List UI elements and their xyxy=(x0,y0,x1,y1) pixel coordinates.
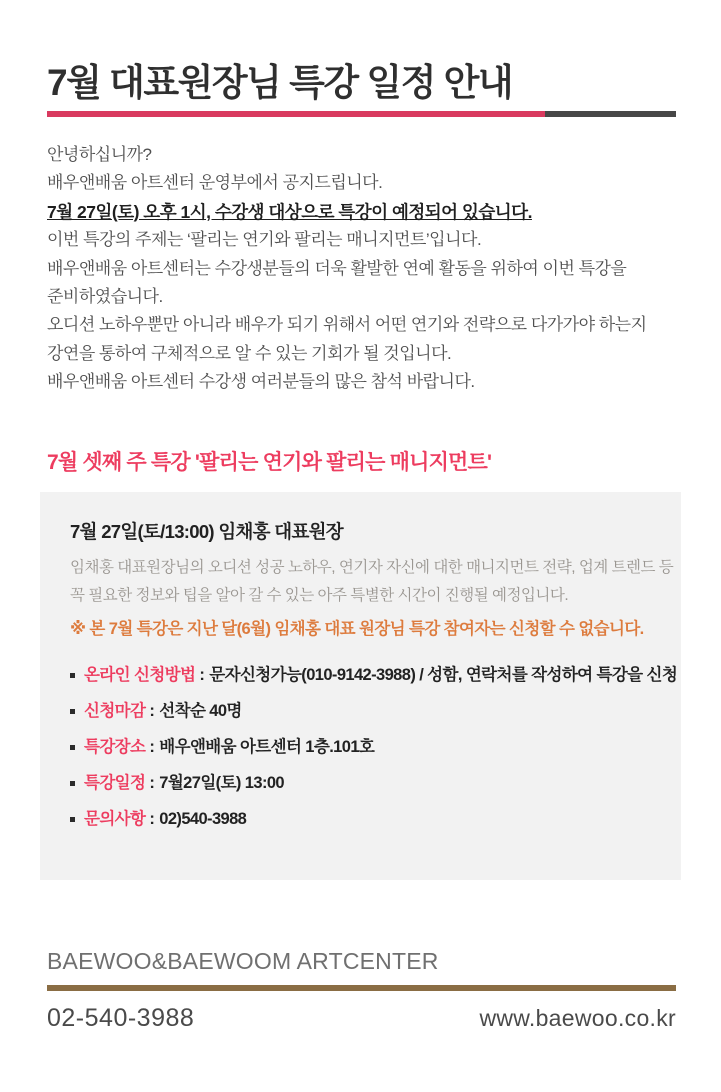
detail-label: 온라인 신청방법 xyxy=(84,666,196,684)
detail-value: 배우앤배움 아트센터 1층.101호 xyxy=(159,738,375,756)
footer-website-url: www.baewoo.co.kr xyxy=(479,1005,676,1031)
bullet-square-icon xyxy=(70,709,75,714)
detail-label: 문의사항 xyxy=(84,810,146,828)
bullet-square-icon xyxy=(70,673,75,678)
detail-value: 02)540-3988 xyxy=(159,810,247,828)
bullet-square-icon xyxy=(70,817,75,822)
footer-phone-number: 02-540-3988 xyxy=(47,1004,195,1032)
intro-line-emphasized: 7월 27일(토) 오후 1시, 수강생 대상으로 특강이 예정되어 있습니다. xyxy=(47,201,532,222)
intro-line: 준비하였습니다. xyxy=(47,287,163,307)
lecture-title: 7월 27일(토/13:00) 임채홍 대표원장 xyxy=(70,521,343,542)
intro-line: 배우앤배움 아트센터 운영부에서 공지드립니다. xyxy=(47,173,383,193)
detail-value: 7월27일(토) 13:00 xyxy=(159,774,284,792)
bullet-square-icon xyxy=(70,781,75,786)
detail-colon: : xyxy=(149,702,155,720)
bullet-square-icon xyxy=(70,745,75,750)
title-underline-dark-segment xyxy=(545,111,676,117)
detail-item-location xyxy=(70,738,653,758)
detail-colon: : xyxy=(199,666,205,684)
detail-label: 신청마감 xyxy=(84,702,146,720)
intro-line: 안녕하십니까? xyxy=(47,145,152,164)
section-heading: 7월 셋째 주 특강 '팔리는 연기와 팔리는 매니지먼트' xyxy=(47,451,492,474)
lecture-detail-list xyxy=(70,666,678,830)
intro-line: 이번 특강의 주제는 ‘팔리는 연기와 팔리는 매니지먼트’입니다. xyxy=(47,230,482,250)
detail-colon: : xyxy=(149,774,155,792)
intro-line: 배우앤배움 아트센터는 수강생분들의 더욱 활발한 연예 활동을 위하여 이번 특강을 xyxy=(47,258,627,278)
page-title: 7월 대표원장님 특강 일정 안내 xyxy=(47,62,513,103)
detail-label: 특강장소 xyxy=(84,738,146,756)
detail-label: 특강일정 xyxy=(84,774,146,792)
lecture-description-line: 꼭 필요한 정보와 팁을 알아 갈 수 있는 아주 특별한 시간이 진행될 예정입니다. xyxy=(70,587,569,604)
lecture-description-line: 임채홍 대표원장님의 오디션 성공 노하우, 연기자 자신에 대한 매니지먼트 전략, 업계 트렌드 등 xyxy=(70,559,674,576)
restriction-notice: ※ 본 7월 특강은 지난 달(6월) 임채홍 대표 원장님 특강 참여자는 신청할 수 없습니다. xyxy=(70,620,644,638)
lecture-description xyxy=(70,554,674,610)
footer-divider xyxy=(47,985,676,991)
intro-line: 강연을 통하여 구체적으로 알 수 있는 기회가 될 것입니다. xyxy=(47,343,452,363)
detail-item-schedule xyxy=(70,774,653,794)
intro-line: 오디션 노하우뿐만 아니라 배우가 되기 위해서 어떤 연기와 전략으로 다가가야 하는지 xyxy=(47,315,647,335)
footer-brand-name: BAEWOO&BAEWOOM ARTCENTER xyxy=(47,948,439,974)
intro-paragraph xyxy=(47,141,687,397)
detail-colon: : xyxy=(149,738,155,756)
detail-item-deadline xyxy=(70,702,653,722)
title-underline-red-segment xyxy=(47,111,545,117)
intro-line: 배우앤배움 아트센터 수강생 여러분들의 많은 참석 바랍니다. xyxy=(47,372,475,392)
footer-contact-row xyxy=(47,1004,676,1033)
detail-colon: : xyxy=(149,810,155,828)
title-underline xyxy=(47,111,676,117)
detail-item-contact xyxy=(70,810,653,830)
detail-value: 문자신청가능(010-9142-3988) / 성함, 연락처를 작성하여 특강을 신청 xyxy=(209,666,678,684)
detail-item-apply-method xyxy=(70,666,678,686)
lecture-info-box xyxy=(40,492,681,880)
detail-value: 선착순 40명 xyxy=(159,702,242,720)
